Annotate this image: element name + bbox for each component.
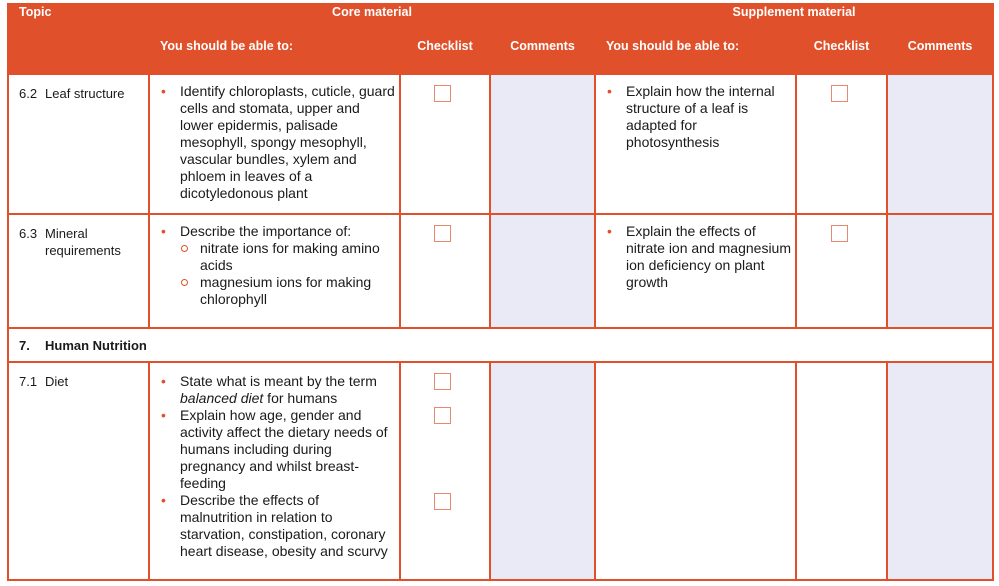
core-cell	[149, 214, 400, 328]
section-heading: 7. Human Nutrition	[8, 328, 993, 362]
topic-cell: 6.2 Leaf structure	[8, 74, 149, 214]
core-point: • Identify chloroplasts, cuticle, guard cells and stomata, upper and lower epidermis, palisade mesophyll, spongy mesophyll, vascular bundles, xylem and phloem in leaves of a dicotyledonous plant	[180, 83, 395, 202]
header-core-able: You should be able to:	[149, 38, 400, 74]
header-core-checklist: Checklist	[400, 38, 490, 74]
core-comments-cell[interactable]	[490, 362, 595, 580]
core-point: • Explain how age, gender and activity affect the dietary needs of humans including during pregnancy and whilst breast-feeding	[180, 407, 395, 492]
core-comments-cell[interactable]	[490, 214, 595, 328]
core-cell	[149, 362, 400, 580]
core-point: • Describe the effects of malnutrition in relation to starvation, constipation, coronary heart disease, obesity and scurvy	[180, 492, 395, 560]
checklist-checkbox[interactable]	[434, 225, 451, 242]
supp-point: • Explain how the internal structure of a leaf is adapted for photosynthesis	[626, 83, 791, 151]
supp-cell	[595, 74, 796, 214]
supp-comments-cell[interactable]	[887, 214, 993, 328]
header-topic: Topic	[8, 4, 149, 38]
checklist-checkbox[interactable]	[434, 407, 451, 424]
header-supp-comments: Comments	[887, 38, 993, 74]
core-comments-cell[interactable]	[490, 74, 595, 214]
table-row-diet	[8, 362, 993, 580]
header-supp-checklist: Checklist	[796, 38, 887, 74]
section-row-human-nutrition	[8, 328, 993, 362]
header-core-material: Core material	[149, 4, 595, 38]
header-supplement-material: Supplement material	[595, 4, 993, 38]
table-row-mineral-requirements	[8, 214, 993, 328]
core-subpoint: nitrate ions for making amino acids	[200, 240, 395, 274]
topic-cell: 6.3 Mineral requirements	[8, 214, 149, 328]
header-supp-able: You should be able to:	[595, 38, 796, 74]
header-row-2	[8, 38, 993, 74]
checklist-checkbox[interactable]	[831, 85, 848, 102]
core-checklist-cell	[400, 362, 490, 580]
core-cell	[149, 74, 400, 214]
table-row-leaf-structure	[8, 74, 993, 214]
header-core-comments: Comments	[490, 38, 595, 74]
supp-checklist-cell	[796, 362, 887, 580]
syllabus-table	[7, 3, 994, 581]
checklist-checkbox[interactable]	[831, 225, 848, 242]
supp-cell	[595, 362, 796, 580]
supp-checklist-cell	[796, 74, 887, 214]
checklist-checkbox[interactable]	[434, 373, 451, 390]
header-topic-blank	[8, 38, 149, 74]
core-point: • State what is meant by the term balanced diet for humans	[180, 373, 395, 407]
core-point: • Describe the importance of: nitrate ions for making amino acids magnesium ions for making chlorophyll	[180, 223, 395, 308]
supp-comments-cell[interactable]	[887, 74, 993, 214]
checklist-checkbox[interactable]	[434, 493, 451, 510]
core-subpoint: magnesium ions for making chlorophyll	[200, 274, 395, 308]
header-row-1	[8, 4, 993, 38]
supp-point: • Explain the effects of nitrate ion and magnesium ion deficiency on plant growth	[626, 223, 791, 291]
core-checklist-cell	[400, 214, 490, 328]
supp-comments-cell[interactable]	[887, 362, 993, 580]
core-checklist-cell	[400, 74, 490, 214]
checklist-checkbox[interactable]	[434, 85, 451, 102]
supp-checklist-cell	[796, 214, 887, 328]
topic-cell: 7.1 Diet	[8, 362, 149, 580]
supp-cell	[595, 214, 796, 328]
